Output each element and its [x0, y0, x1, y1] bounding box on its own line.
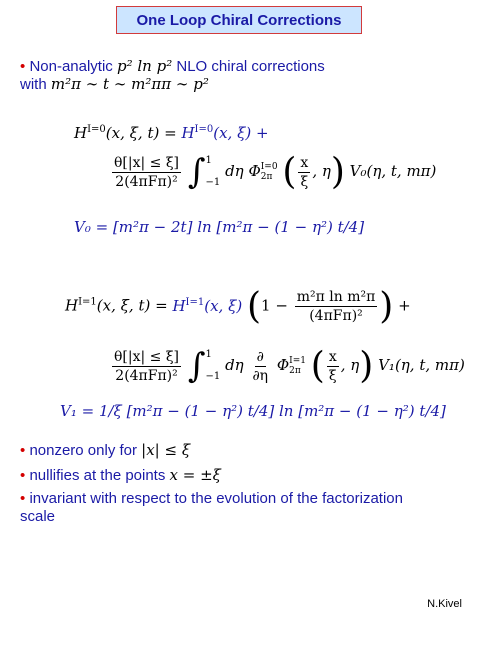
bullet-icon: •: [20, 467, 26, 484]
bullet-3: [20, 490, 462, 507]
eq2-deta: dη: [225, 356, 244, 374]
eq1-rhs-h: H: [181, 124, 195, 142]
eq2-plus: +: [398, 296, 411, 315]
eq1-integral: ∫: [187, 152, 206, 192]
eq1-lhs: H: [74, 124, 88, 142]
intro-text-1: Non-analytic: [29, 58, 117, 75]
eq2-line-2: $\frac{\theta[|x| \le \xi]}{\text{2(4πFπ)²}}$ ∫ 1 −1 dη $\frac{\partial}{\partial\eta}$ Φ I=1 2π ( $\frac{x}{\xi}$ , η) V₁(η, t, mπ): [114, 345, 465, 387]
eq2-x: x: [328, 348, 337, 365]
bullet-icon: •: [20, 442, 26, 459]
eq1-int-upper: 1: [205, 155, 212, 166]
intro-line-2: [20, 76, 209, 93]
eq2-def-text: V₁ = 1/ξ [m²π − (1 − η²) t/4] ln [m²π − (1 − η²) t/4]: [60, 402, 446, 420]
eq2-eta: , η: [340, 356, 360, 374]
eq2-lhs-sup: I=1: [78, 296, 97, 308]
eq1-line-1: [74, 124, 269, 142]
eq2-corr-den: (4πFπ)²: [309, 308, 363, 324]
eq1-def-text: V₀ = [m²π − 2t] ln [m²π − (1 − η²) t/4]: [74, 218, 365, 236]
eq2-lhs-args: (x, ξ, t) =: [96, 296, 168, 315]
eq1-frac-den: 2(4πFπ)²: [115, 173, 178, 190]
bullet-3-cont-text: scale: [20, 508, 56, 525]
bullet-icon: •: [20, 490, 26, 507]
eq2-integral: ∫: [187, 346, 206, 386]
intro-line-1: [20, 58, 325, 75]
eq1-def: [74, 218, 364, 236]
eq1-deta: dη: [225, 162, 244, 180]
bullet-3-cont: [20, 508, 55, 525]
bullet-2-text: nullifies at the points: [29, 467, 170, 484]
intro-text-1b: NLO chiral corrections: [172, 58, 325, 75]
eq2-int-upper: 1: [205, 349, 212, 360]
eq2-partial-den: ∂η: [252, 367, 269, 384]
eq2-frac-den: 2(4πFπ)²: [115, 367, 178, 384]
eq1-phi-sup: I=0: [260, 162, 278, 172]
intro-math-2: m²π ∼ t ∼ m²ππ ∼ p²: [50, 75, 209, 93]
eq1-v0: V₀(η, t, mπ): [349, 162, 437, 180]
eq1-rhs-sup: I=0: [194, 124, 214, 135]
eq2-corr-num: m²π ln m²π: [296, 289, 376, 305]
bullet-1-text: nonzero only for: [29, 442, 142, 459]
eq2-v1: V₁(η, t, mπ): [378, 356, 465, 374]
eq1-line-2: $\frac{\theta[|x| \le \xi]}{\text{2(4πFπ)²}}$ ∫ 1 −1 dη Φ I=0 2π ( $\frac{x}{\xi}$ , η) V₀(η, t, mπ): [114, 151, 437, 193]
bullet-icon: •: [20, 58, 26, 75]
eq1-int-lower: −1: [205, 177, 221, 188]
eq2-int-lower: −1: [205, 371, 221, 382]
eq1-x: x: [300, 154, 309, 171]
bullet-1-math: |x| ≤ ξ: [141, 441, 191, 459]
eq1-lhs-args: (x, ξ, t) =: [105, 124, 177, 142]
eq2-frac-num: θ[|x| ≤ ξ]: [114, 348, 180, 365]
bullet-2-math: x = ±ξ: [169, 466, 221, 484]
eq2-xi: ξ: [328, 367, 337, 384]
eq1-rhs-args: (x, ξ) +: [213, 124, 269, 142]
eq2-partial-num: ∂: [256, 348, 264, 365]
eq2-phi-sup: I=1: [289, 356, 306, 366]
eq2-lhs: H: [65, 296, 79, 315]
page-title: One Loop Chiral Corrections: [116, 6, 362, 34]
eq1-lhs-sup: I=0: [87, 124, 106, 135]
eq2-one: 1 −: [261, 296, 288, 315]
eq2-phi-sub: 2π: [289, 366, 301, 376]
eq2-def: [60, 402, 446, 420]
bullet-3-text: invariant with respect to the evolution of the factorization: [29, 490, 403, 507]
eq2-rhs-sup: I=1: [185, 296, 205, 308]
eq2-rhs-args: (x, ξ): [204, 296, 243, 315]
eq1-xi: ξ: [300, 173, 309, 190]
eq2-line-1: $H^{I=1}(x$, ξ, $t) = H^{I=1}(x$, ξ) (1 − $\frac{\text{m²π ln m²π}}{\text{(4πFπ)²}}$ ) +: [65, 286, 411, 327]
intro-math-1: p² ln p²: [116, 57, 173, 75]
eq1-eta: , η: [312, 162, 331, 180]
intro-text-2: with: [20, 76, 51, 93]
bullet-1: [20, 442, 190, 459]
eq2-rhs-h: H: [172, 296, 186, 315]
eq1-frac-num: θ[|x| ≤ ξ]: [114, 154, 180, 171]
bullet-2: [20, 467, 221, 484]
eq1-phi-sub: 2π: [260, 172, 273, 182]
footer-author: N.Kivel: [427, 598, 462, 610]
